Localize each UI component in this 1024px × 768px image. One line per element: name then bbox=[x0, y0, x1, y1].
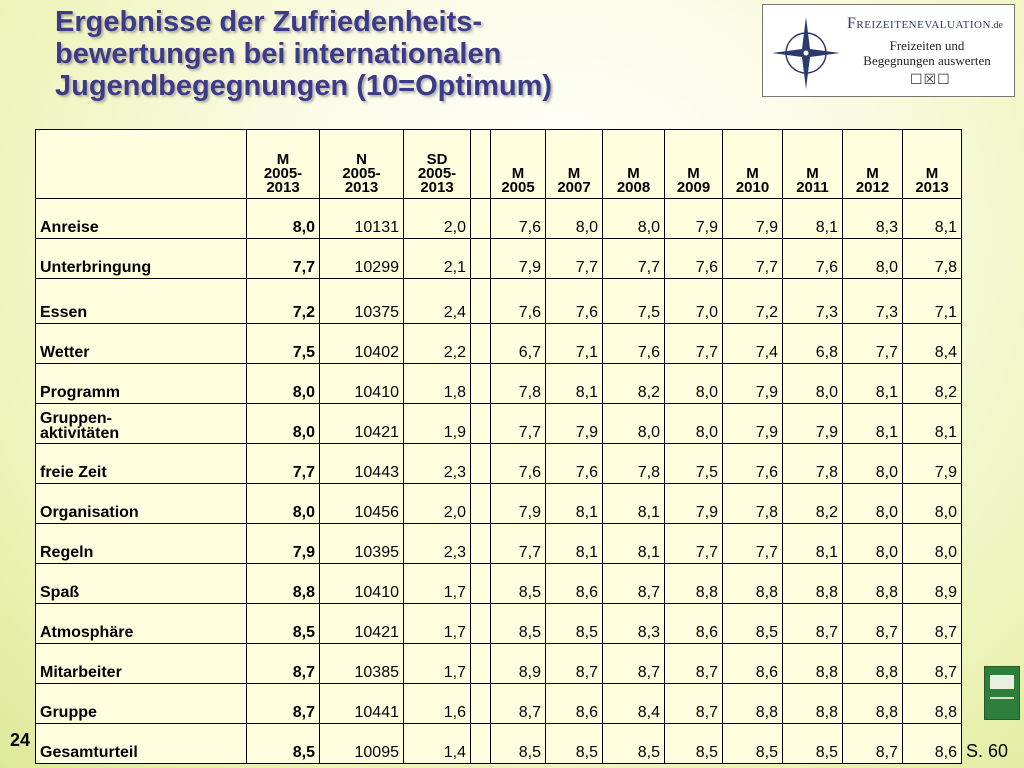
title-line-3: Jugendbegegnungen (10=Optimum) bbox=[55, 70, 553, 102]
cell-year: 7,7 bbox=[723, 239, 783, 279]
cell-year: 8,7 bbox=[843, 724, 903, 764]
cell-year: 8,0 bbox=[665, 404, 723, 444]
cell-year: 8,7 bbox=[546, 644, 603, 684]
cell-year: 7,8 bbox=[491, 364, 546, 404]
table-row bbox=[36, 364, 962, 404]
row-label: Gesamturteil bbox=[36, 724, 247, 764]
row-label: Wetter bbox=[36, 324, 247, 364]
row-label: Gruppe bbox=[36, 684, 247, 724]
cell-spacer bbox=[471, 524, 491, 564]
cell-year: 8,6 bbox=[546, 564, 603, 604]
row-label: Regeln bbox=[36, 524, 247, 564]
cell-year: 8,7 bbox=[843, 604, 903, 644]
freizeitenevaluation-logo[interactable] bbox=[762, 4, 1015, 97]
cell-sd: 2,4 bbox=[404, 279, 471, 324]
cell-sd: 2,0 bbox=[404, 199, 471, 239]
table-row bbox=[36, 564, 962, 604]
cell-year: 8,0 bbox=[843, 484, 903, 524]
cell-year: 8,8 bbox=[783, 564, 843, 604]
cell-year: 8,8 bbox=[843, 684, 903, 724]
table-row bbox=[36, 484, 962, 524]
cell-year: 8,5 bbox=[491, 564, 546, 604]
cell-year: 6,8 bbox=[783, 324, 843, 364]
cell-spacer bbox=[471, 644, 491, 684]
cell-year: 8,2 bbox=[903, 364, 962, 404]
cell-year: 7,7 bbox=[723, 524, 783, 564]
cell-n: 10421 bbox=[320, 604, 404, 644]
cell-year: 8,1 bbox=[603, 524, 665, 564]
cell-mean: 8,5 bbox=[247, 724, 320, 764]
slide-number: 24 bbox=[10, 730, 31, 750]
cell-year: 7,8 bbox=[603, 444, 665, 484]
cell-year: 8,8 bbox=[843, 564, 903, 604]
cell-year: 8,7 bbox=[491, 684, 546, 724]
cell-year: 8,1 bbox=[546, 364, 603, 404]
cell-year: 8,1 bbox=[903, 199, 962, 239]
cell-sd: 1,7 bbox=[404, 564, 471, 604]
cell-year: 8,9 bbox=[491, 644, 546, 684]
cell-year: 8,7 bbox=[665, 644, 723, 684]
cell-spacer bbox=[471, 364, 491, 404]
table-row bbox=[36, 279, 962, 324]
cell-year: 8,8 bbox=[843, 644, 903, 684]
cell-year: 8,5 bbox=[723, 724, 783, 764]
cell-year: 7,6 bbox=[603, 324, 665, 364]
table-row bbox=[36, 444, 962, 484]
cell-spacer bbox=[471, 724, 491, 764]
cell-year: 8,0 bbox=[783, 364, 843, 404]
header-cell: M 2005 bbox=[491, 130, 546, 199]
cell-year: 7,9 bbox=[546, 404, 603, 444]
header-cell: N 2005- 2013 bbox=[320, 130, 404, 199]
cell-year: 8,8 bbox=[723, 684, 783, 724]
cell-year: 7,9 bbox=[723, 364, 783, 404]
cell-mean: 8,0 bbox=[247, 404, 320, 444]
cell-year: 8,0 bbox=[603, 404, 665, 444]
cell-year: 8,5 bbox=[491, 724, 546, 764]
header-cell: M 2005- 2013 bbox=[247, 130, 320, 199]
cell-year: 8,5 bbox=[491, 604, 546, 644]
cell-spacer bbox=[471, 484, 491, 524]
cell-year: 7,6 bbox=[491, 279, 546, 324]
cell-mean: 7,7 bbox=[247, 444, 320, 484]
cell-year: 8,4 bbox=[603, 684, 665, 724]
cell-year: 8,0 bbox=[665, 364, 723, 404]
cell-n: 10299 bbox=[320, 239, 404, 279]
cell-mean: 8,7 bbox=[247, 684, 320, 724]
table-row bbox=[36, 404, 962, 444]
header-cell: M 2008 bbox=[603, 130, 665, 199]
cell-sd: 1,7 bbox=[404, 644, 471, 684]
cell-n: 10402 bbox=[320, 324, 404, 364]
cell-year: 8,2 bbox=[603, 364, 665, 404]
cell-year: 7,6 bbox=[783, 239, 843, 279]
cell-mean: 8,0 bbox=[247, 199, 320, 239]
cell-year: 7,3 bbox=[843, 279, 903, 324]
cell-sd: 1,4 bbox=[404, 724, 471, 764]
cell-year: 8,8 bbox=[665, 564, 723, 604]
cell-year: 7,1 bbox=[546, 324, 603, 364]
cell-year: 8,3 bbox=[843, 199, 903, 239]
cell-sd: 1,6 bbox=[404, 684, 471, 724]
cell-year: 7,2 bbox=[723, 279, 783, 324]
cell-year: 8,7 bbox=[603, 564, 665, 604]
cell-sd: 2,0 bbox=[404, 484, 471, 524]
cell-n: 10410 bbox=[320, 564, 404, 604]
cell-year: 7,7 bbox=[546, 239, 603, 279]
cell-year: 7,7 bbox=[603, 239, 665, 279]
cell-mean: 8,0 bbox=[247, 484, 320, 524]
cell-mean: 7,9 bbox=[247, 524, 320, 564]
cell-year: 8,1 bbox=[546, 524, 603, 564]
cell-year: 7,9 bbox=[723, 199, 783, 239]
table-row bbox=[36, 644, 962, 684]
header-empty bbox=[36, 130, 247, 199]
cell-spacer bbox=[471, 564, 491, 604]
cell-year: 8,1 bbox=[783, 199, 843, 239]
cell-year: 8,0 bbox=[843, 444, 903, 484]
table-row bbox=[36, 199, 962, 239]
compass-rose-icon bbox=[769, 11, 843, 91]
cell-year: 7,5 bbox=[665, 444, 723, 484]
cell-year: 7,7 bbox=[491, 524, 546, 564]
cell-year: 8,0 bbox=[843, 239, 903, 279]
book-cover-icon bbox=[984, 666, 1020, 720]
cell-mean: 7,2 bbox=[247, 279, 320, 324]
cell-sd: 2,3 bbox=[404, 524, 471, 564]
cell-spacer bbox=[471, 684, 491, 724]
cell-year: 8,8 bbox=[903, 684, 962, 724]
cell-year: 8,0 bbox=[903, 524, 962, 564]
cell-n: 10421 bbox=[320, 404, 404, 444]
cell-n: 10443 bbox=[320, 444, 404, 484]
cell-sd: 1,7 bbox=[404, 604, 471, 644]
cell-n: 10095 bbox=[320, 724, 404, 764]
cell-year: 8,0 bbox=[546, 199, 603, 239]
cell-year: 8,2 bbox=[783, 484, 843, 524]
cell-year: 8,1 bbox=[843, 404, 903, 444]
cell-year: 7,9 bbox=[783, 404, 843, 444]
cell-year: 8,6 bbox=[665, 604, 723, 644]
cell-sd: 1,8 bbox=[404, 364, 471, 404]
cell-year: 7,8 bbox=[723, 484, 783, 524]
cell-year: 8,9 bbox=[903, 564, 962, 604]
cell-n: 10375 bbox=[320, 279, 404, 324]
table-row bbox=[36, 684, 962, 724]
title-line-2: bewertungen bei internationalen bbox=[55, 38, 502, 70]
cell-year: 7,6 bbox=[546, 279, 603, 324]
cell-year: 8,6 bbox=[546, 684, 603, 724]
cell-year: 7,9 bbox=[665, 484, 723, 524]
table-row bbox=[36, 239, 962, 279]
checkbox-icons: ☐☒☐ bbox=[910, 71, 951, 87]
cell-year: 7,7 bbox=[491, 404, 546, 444]
cell-year: 8,6 bbox=[723, 644, 783, 684]
row-label: Mitarbeiter bbox=[36, 644, 247, 684]
slide-title bbox=[55, 6, 755, 102]
cell-year: 6,7 bbox=[491, 324, 546, 364]
table-row bbox=[36, 324, 962, 364]
cell-year: 8,5 bbox=[603, 724, 665, 764]
cell-year: 8,7 bbox=[603, 644, 665, 684]
cell-year: 8,7 bbox=[783, 604, 843, 644]
cell-year: 8,1 bbox=[603, 484, 665, 524]
cell-n: 10395 bbox=[320, 524, 404, 564]
table-header-row bbox=[36, 130, 962, 199]
cell-n: 10131 bbox=[320, 199, 404, 239]
cell-year: 7,7 bbox=[665, 324, 723, 364]
cell-year: 7,6 bbox=[665, 239, 723, 279]
cell-year: 8,1 bbox=[546, 484, 603, 524]
cell-year: 7,0 bbox=[665, 279, 723, 324]
header-cell: SD 2005- 2013 bbox=[404, 130, 471, 199]
header-spacer bbox=[471, 130, 491, 199]
row-label: freie Zeit bbox=[36, 444, 247, 484]
header-cell: M 2012 bbox=[843, 130, 903, 199]
cell-year: 7,5 bbox=[603, 279, 665, 324]
table-row bbox=[36, 724, 962, 764]
cell-year: 7,3 bbox=[783, 279, 843, 324]
cell-year: 8,0 bbox=[843, 524, 903, 564]
cell-mean: 7,7 bbox=[247, 239, 320, 279]
cell-mean: 7,5 bbox=[247, 324, 320, 364]
cell-year: 8,7 bbox=[903, 644, 962, 684]
cell-year: 8,0 bbox=[603, 199, 665, 239]
cell-spacer bbox=[471, 199, 491, 239]
cell-n: 10441 bbox=[320, 684, 404, 724]
cell-year: 7,9 bbox=[723, 404, 783, 444]
cell-year: 8,0 bbox=[903, 484, 962, 524]
cell-spacer bbox=[471, 604, 491, 644]
cell-year: 7,1 bbox=[903, 279, 962, 324]
cell-year: 8,5 bbox=[723, 604, 783, 644]
cell-year: 8,1 bbox=[903, 404, 962, 444]
cell-year: 7,8 bbox=[903, 239, 962, 279]
row-label: Organisation bbox=[36, 484, 247, 524]
row-label: Programm bbox=[36, 364, 247, 404]
table-row bbox=[36, 604, 962, 644]
header-cell: M 2011 bbox=[783, 130, 843, 199]
logo-brand bbox=[847, 15, 1003, 33]
cell-year: 7,6 bbox=[491, 444, 546, 484]
row-label: Spaß bbox=[36, 564, 247, 604]
header-cell: M 2007 bbox=[546, 130, 603, 199]
cell-n: 10410 bbox=[320, 364, 404, 404]
cell-year: 8,7 bbox=[665, 684, 723, 724]
cell-year: 8,4 bbox=[903, 324, 962, 364]
cell-year: 7,9 bbox=[491, 484, 546, 524]
cell-sd: 2,3 bbox=[404, 444, 471, 484]
logo-tagline bbox=[847, 38, 1007, 68]
cell-year: 7,6 bbox=[491, 199, 546, 239]
cell-year: 7,6 bbox=[546, 444, 603, 484]
cell-year: 8,8 bbox=[783, 684, 843, 724]
page-reference: S. 60 bbox=[966, 741, 1009, 761]
row-label: Unterbringung bbox=[36, 239, 247, 279]
cell-year: 8,8 bbox=[783, 644, 843, 684]
title-line-1: Ergebnisse der Zufriedenheits- bbox=[55, 6, 483, 38]
cell-year: 8,7 bbox=[903, 604, 962, 644]
logo-tagline-2: Begegnungen auswerten bbox=[863, 53, 991, 68]
logo-brand-name: Freizeitenevaluation bbox=[847, 15, 991, 32]
results-table bbox=[35, 129, 962, 764]
table-row bbox=[36, 524, 962, 564]
cell-year: 8,5 bbox=[783, 724, 843, 764]
cell-year: 7,8 bbox=[783, 444, 843, 484]
cell-year: 8,5 bbox=[546, 724, 603, 764]
cell-n: 10385 bbox=[320, 644, 404, 684]
cell-year: 7,7 bbox=[843, 324, 903, 364]
cell-year: 7,6 bbox=[723, 444, 783, 484]
cell-year: 8,3 bbox=[603, 604, 665, 644]
header-cell: M 2010 bbox=[723, 130, 783, 199]
row-label: Gruppen- aktivitäten bbox=[36, 404, 247, 444]
row-label: Essen bbox=[36, 279, 247, 324]
cell-year: 8,6 bbox=[903, 724, 962, 764]
logo-tagline-1: Freizeiten und bbox=[889, 38, 965, 53]
cell-spacer bbox=[471, 444, 491, 484]
cell-mean: 8,8 bbox=[247, 564, 320, 604]
cell-year: 8,5 bbox=[546, 604, 603, 644]
logo-brand-suffix: .de bbox=[990, 20, 1003, 31]
cell-mean: 8,7 bbox=[247, 644, 320, 684]
cell-spacer bbox=[471, 279, 491, 324]
cell-year: 8,5 bbox=[665, 724, 723, 764]
row-label: Atmosphäre bbox=[36, 604, 247, 644]
cell-year: 8,1 bbox=[843, 364, 903, 404]
header-cell: M 2009 bbox=[665, 130, 723, 199]
row-label: Anreise bbox=[36, 199, 247, 239]
cell-year: 8,8 bbox=[723, 564, 783, 604]
cell-year: 7,9 bbox=[903, 444, 962, 484]
header-cell: M 2013 bbox=[903, 130, 962, 199]
cell-year: 7,4 bbox=[723, 324, 783, 364]
cell-sd: 2,2 bbox=[404, 324, 471, 364]
cell-mean: 8,5 bbox=[247, 604, 320, 644]
cell-year: 7,7 bbox=[665, 524, 723, 564]
cell-year: 7,9 bbox=[665, 199, 723, 239]
cell-year: 8,1 bbox=[783, 524, 843, 564]
cell-spacer bbox=[471, 324, 491, 364]
cell-mean: 8,0 bbox=[247, 364, 320, 404]
cell-sd: 1,9 bbox=[404, 404, 471, 444]
cell-sd: 2,1 bbox=[404, 239, 471, 279]
cell-year: 7,9 bbox=[491, 239, 546, 279]
cell-spacer bbox=[471, 404, 491, 444]
cell-n: 10456 bbox=[320, 484, 404, 524]
cell-spacer bbox=[471, 239, 491, 279]
